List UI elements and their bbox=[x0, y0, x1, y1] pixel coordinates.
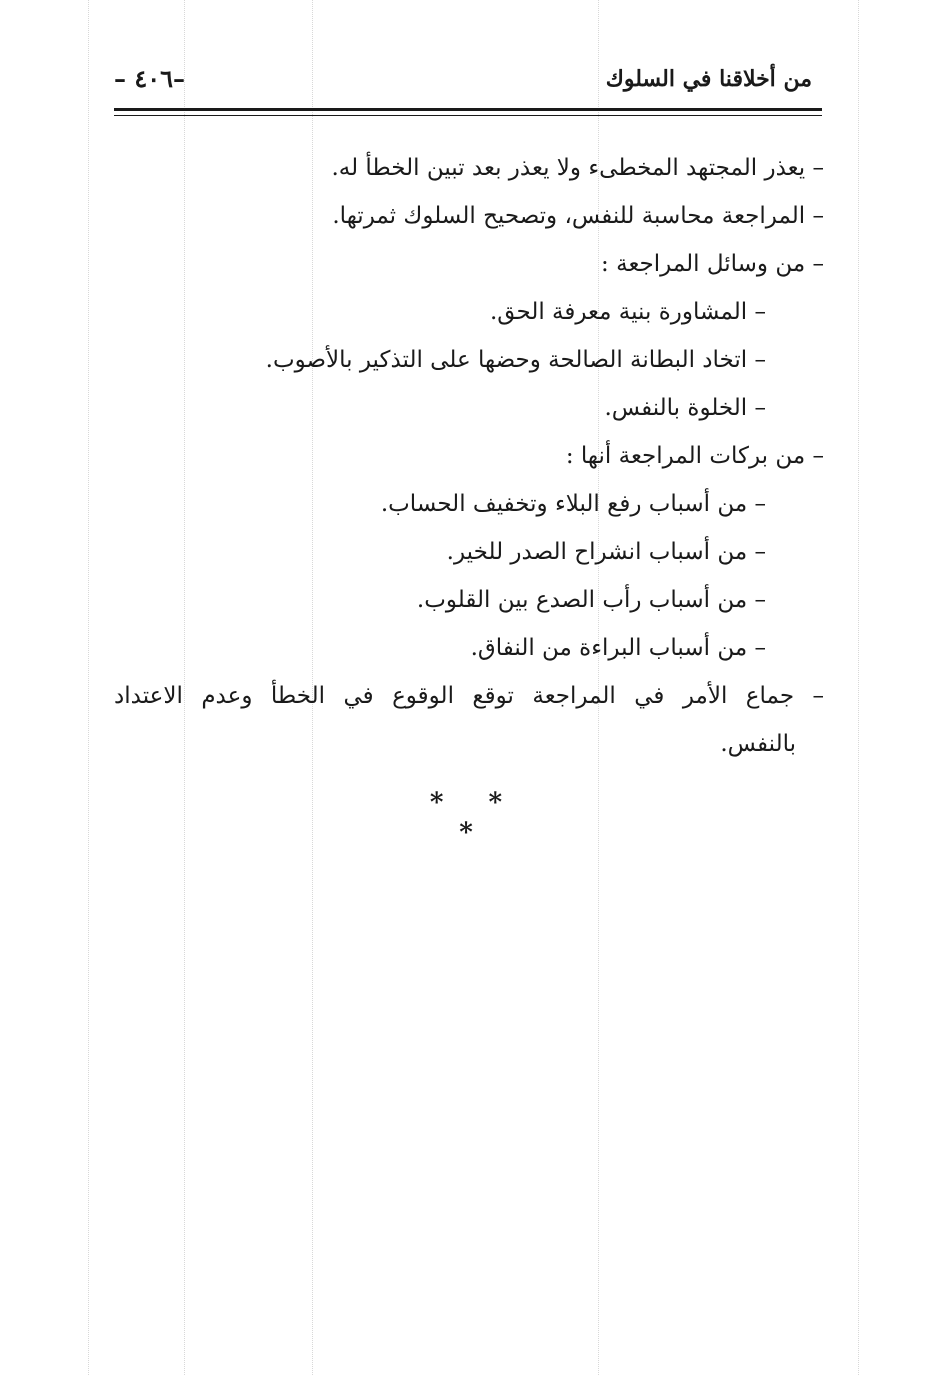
text-line: بالنفس. bbox=[720, 731, 796, 757]
page-number: –٤٠٦ – bbox=[114, 64, 186, 93]
body-text bbox=[114, 144, 824, 768]
text-line: – من أسباب البراءة من النفاق. bbox=[470, 635, 766, 661]
text-line: – المراجعة محاسبة للنفس، وتصحيح السلوك ثمرتها. bbox=[332, 203, 824, 229]
text-line: – اتخاد البطانة الصالحة وحضها على التذكير بالأصوب. bbox=[265, 347, 766, 373]
text-line: – من بركات المراجعة أنها : bbox=[565, 443, 824, 469]
header-rule bbox=[114, 108, 822, 111]
header-rule-thin bbox=[114, 115, 822, 116]
text-line: – المشاورة بنية معرفة الحق. bbox=[489, 299, 766, 325]
text-line: – من أسباب رأب الصدع بين القلوب. bbox=[416, 587, 766, 613]
running-title: من أخلاقنا في السلوك bbox=[605, 66, 812, 92]
text-line: – يعذر المجتهد المخطىء ولا يعذر بعد تبين الخطأ له. bbox=[331, 155, 824, 181]
text-line: – من أسباب انشراح الصدر للخير. bbox=[446, 539, 766, 565]
text-line: – من وسائل المراجعة : bbox=[601, 251, 824, 277]
text-line: – الخلوة بالنفس. bbox=[604, 395, 766, 421]
section-separator: * * * bbox=[429, 788, 521, 848]
text-line: – من أسباب رفع البلاء وتخفيف الحساب. bbox=[380, 491, 766, 517]
text-line: – جماع الأمر في المراجعة توقع الوقوع في الخطأ وعدم الاعتداد bbox=[114, 683, 824, 709]
page-header bbox=[112, 62, 822, 110]
scan-artifact-line bbox=[88, 0, 89, 1375]
scan-artifact-line bbox=[858, 0, 859, 1375]
